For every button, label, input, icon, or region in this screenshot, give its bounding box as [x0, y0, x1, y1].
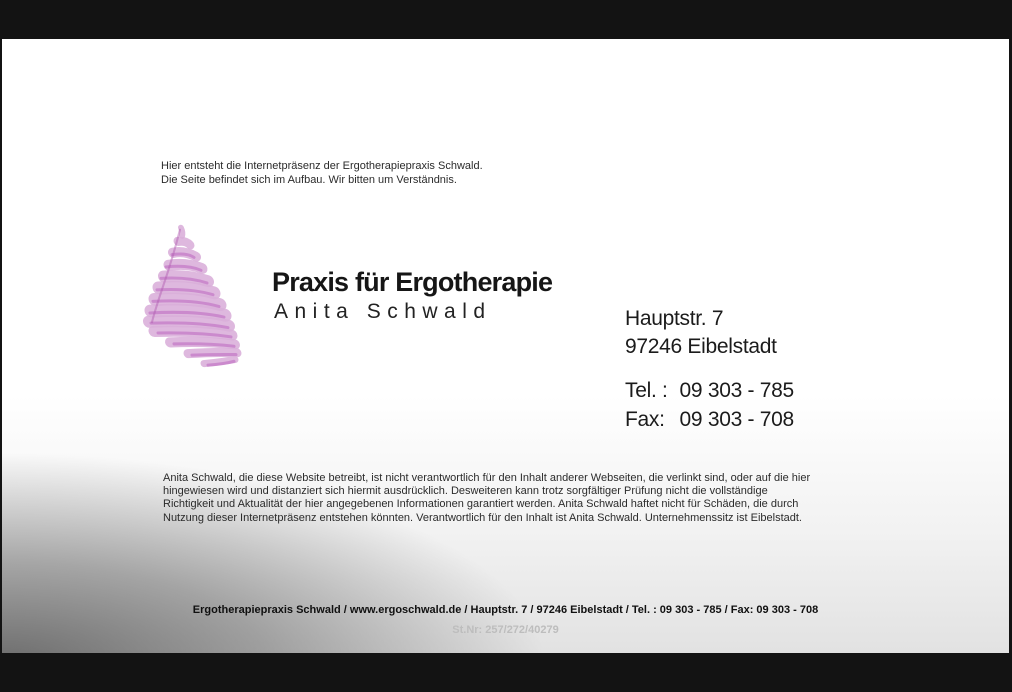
under-construction-notice [161, 160, 483, 187]
fax-row [625, 405, 794, 434]
pink-tree-scribble-icon [142, 217, 257, 372]
under-construction-line2: Die Seite befindet sich im Aufbau. Wir bitten um Verständnis. [161, 173, 457, 186]
address-block [625, 305, 777, 361]
under-construction-line1: Hier entsteht die Internetpräsenz der Ergotherapiepraxis Schwald. [161, 160, 483, 172]
phone-block [625, 376, 794, 434]
telephone-label: Tel. : [625, 379, 668, 402]
telephone-row [625, 376, 794, 405]
practice-owner-name: Anita Schwald [274, 300, 492, 323]
legal-disclaimer: Anita Schwald, die diese Website betreibt, ist nicht verantwortlich für den Inhalt anderer Webseiten, die verlinkt sind, oder auf die hier hingewiesen wird und distanziert sich hiermit ausdrücklich. Desweiteren kann trotz sorgfältiger Prüfung nicht die vollständige Richtigkeit und Aktualität der hier angegebenen Informationen garantiert werden. Anita Schwald haftet nicht für Schäden, die durch Nutzung dieser Internetpräsenz entstehen könnten. Verantwortlich für den Inhalt ist Anita Schwald. Unternehmenssitz ist Eibelstadt. [163, 472, 811, 524]
address-street: Hauptstr. 7 [625, 307, 724, 330]
fax-label: Fax: [625, 408, 665, 431]
practice-title: Praxis für Ergotherapie [272, 267, 553, 297]
page-content [2, 39, 1009, 653]
footer-contact-line: Ergotherapiepraxis Schwald / www.ergoschwald.de / Hauptstr. 7 / 97246 Eibelstadt / Tel. : 09 303 - 785 / Fax: 09 303 - 708 [192, 604, 819, 616]
telephone-number: 09 303 - 785 [679, 379, 794, 402]
fax-number: 09 303 - 708 [679, 408, 794, 431]
practice-logo [142, 217, 257, 372]
address-city: 97246 Eibelstadt [625, 335, 777, 358]
tax-number: St.Nr: 257/272/40279 [452, 624, 559, 636]
